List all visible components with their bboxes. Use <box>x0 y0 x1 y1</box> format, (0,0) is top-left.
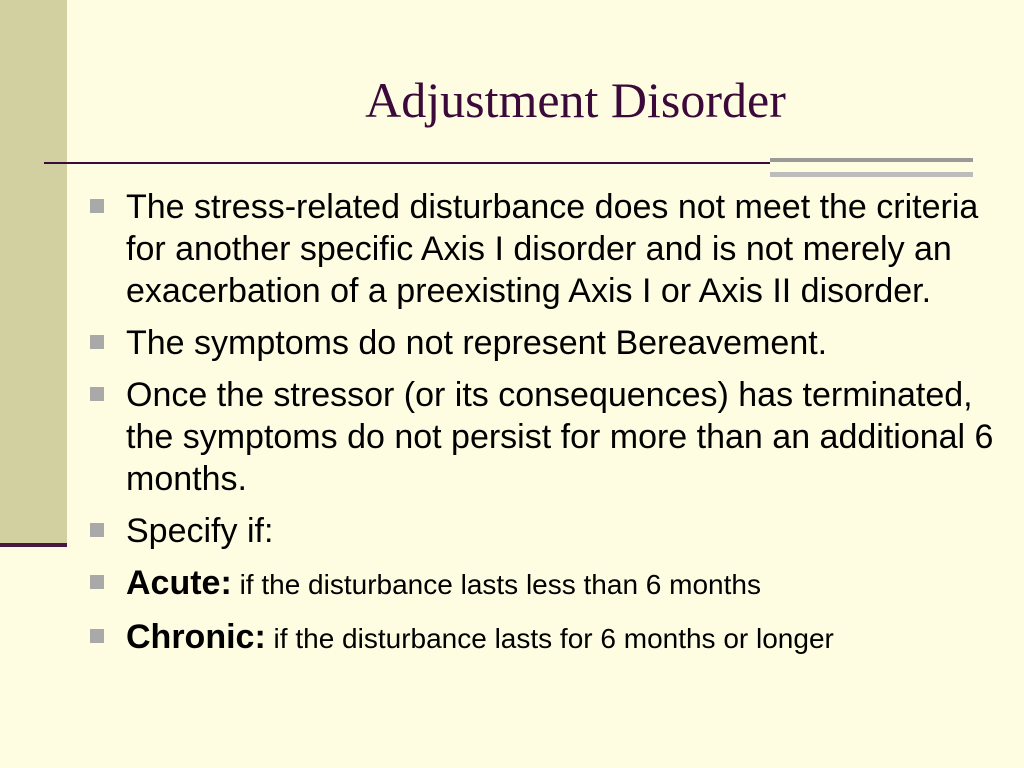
bullet-text: The stress-related disturbance does not meet the criteria for another specific Axis I disorder and is not merely an exacerbation of a preexisting Axis I or Axis II disorder. <box>126 188 979 310</box>
left-decorative-bar <box>0 0 67 543</box>
bullet-item-duration <box>90 374 1010 500</box>
square-bullet-icon <box>90 387 104 401</box>
square-bullet-icon <box>90 629 104 643</box>
bullet-list <box>90 186 1010 670</box>
bullet-item-criteria <box>90 186 1010 312</box>
square-bullet-icon <box>90 523 104 537</box>
bullet-item-bereavement <box>90 322 1010 364</box>
bullet-term: Chronic: <box>126 618 266 656</box>
title-divider-accent-lower <box>770 172 973 177</box>
bullet-item-acute <box>90 562 1010 606</box>
bullet-text: if the disturbance lasts less than 6 months <box>231 569 761 600</box>
bullet-text: if the disturbance lasts for 6 months or longer <box>265 623 834 654</box>
bullet-text: Specify if: <box>126 512 274 550</box>
square-bullet-icon <box>90 199 104 213</box>
bullet-item-chronic <box>90 616 1010 660</box>
square-bullet-icon <box>90 575 104 589</box>
bullet-term: Acute: <box>126 564 232 602</box>
slide-title: Adjustment Disorder <box>365 72 786 128</box>
title-divider <box>44 162 770 164</box>
bullet-text: Once the stressor (or its consequences) has terminated, the symptoms do not persist for more than an additional 6 months. <box>126 376 994 498</box>
left-bar-accent <box>0 543 67 547</box>
bullet-text: The symptoms do not represent Bereavement. <box>126 324 828 362</box>
title-divider-accent <box>770 158 973 162</box>
bullet-item-specify <box>90 510 1010 552</box>
square-bullet-icon <box>90 335 104 349</box>
